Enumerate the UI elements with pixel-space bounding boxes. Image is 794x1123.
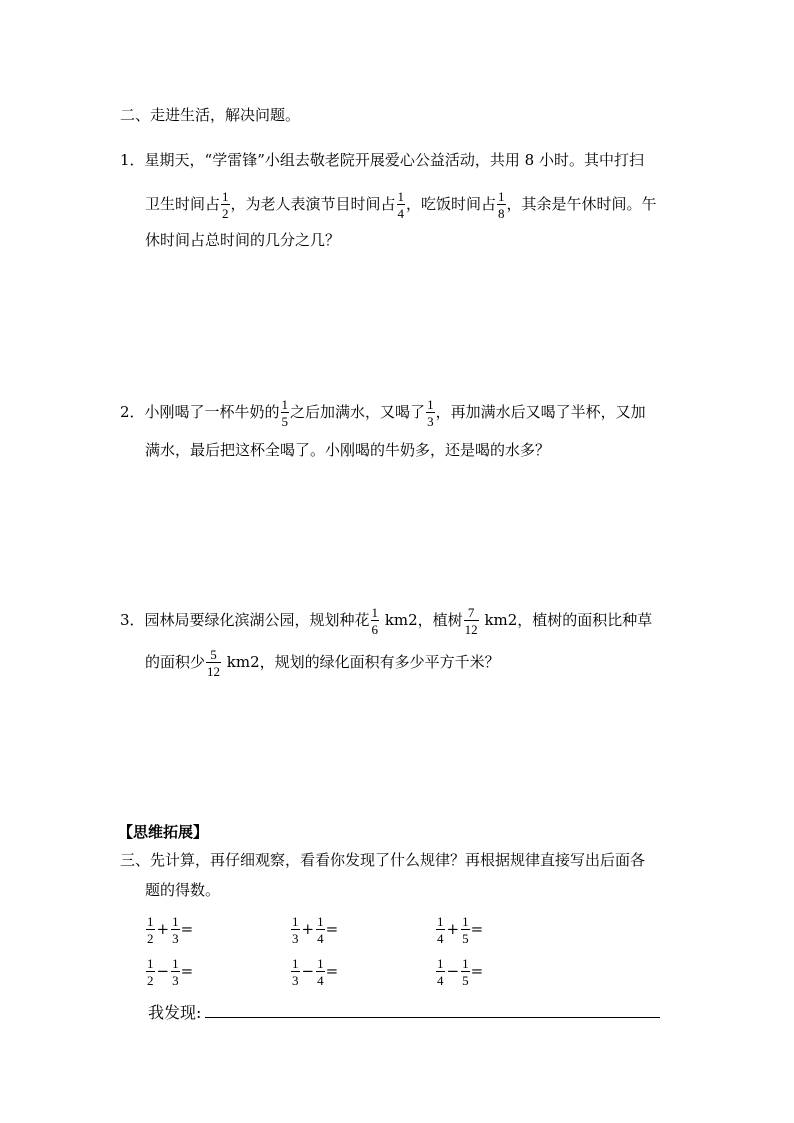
q3-unit-1: km2，植树	[380, 611, 463, 629]
fraction	[461, 957, 470, 987]
expression-add-1	[145, 915, 193, 945]
q1-text-b: ，为老人表演节目时间占	[230, 195, 396, 213]
expression-add-3	[435, 915, 483, 945]
denominator: 3	[292, 931, 299, 946]
fraction	[146, 915, 155, 945]
fraction	[171, 957, 180, 987]
denominator: 12	[464, 622, 478, 637]
denominator: 5	[462, 973, 469, 988]
plus-sign: +	[156, 920, 170, 938]
denominator: 6	[371, 622, 379, 637]
q3-line-1	[120, 606, 652, 636]
fraction	[316, 915, 325, 945]
numerator: 1	[147, 914, 154, 929]
q2-text-a: 2．小刚喝了一杯牛奶的	[120, 403, 280, 421]
q3-text-b: 的面积少	[145, 653, 206, 671]
equals-sign: =	[180, 920, 194, 938]
fraction	[146, 957, 155, 987]
q3-unit-2: km2，植树的面积比种草	[479, 611, 653, 629]
q2-text-c: ，再加满水后又喝了半杯，又加	[435, 403, 646, 421]
q2-line-2: 满水，最后把这杯全喝了。小刚喝的牛奶多，还是喝的水多？	[145, 441, 551, 459]
fraction	[221, 190, 230, 220]
q3-line-2	[145, 648, 500, 678]
q1-line-1: 1．星期天，“学雷锋”小组去敬老院开展爱心公益活动，共用 8 小时。其中打扫	[120, 151, 644, 169]
denominator: 4	[317, 931, 324, 946]
q1-text-a: 卫生时间占	[145, 195, 221, 213]
denominator: 3	[292, 973, 299, 988]
fraction	[206, 648, 221, 678]
numerator: 1	[147, 956, 154, 971]
plus-sign: +	[301, 920, 315, 938]
q1-text-d: ，其余是午休时间。午	[506, 195, 657, 213]
numerator: 7	[464, 606, 479, 621]
numerator: 1	[317, 914, 324, 929]
denominator: 5	[462, 931, 469, 946]
numerator: 1	[371, 605, 379, 620]
fraction	[291, 915, 300, 945]
fraction	[436, 957, 445, 987]
fraction	[464, 606, 479, 636]
section-2-heading: 二、走进生活，解决问题。	[120, 106, 301, 124]
numerator: 1	[292, 956, 299, 971]
minus-sign: −	[156, 962, 170, 980]
q1-line-3: 休时间占总时间的几分之几？	[145, 231, 341, 249]
minus-sign: −	[446, 962, 460, 980]
equals-sign: =	[325, 920, 339, 938]
numerator: 1	[462, 956, 469, 971]
section-3-line-2: 题的得数。	[145, 881, 221, 899]
numerator: 1	[437, 956, 444, 971]
denominator: 12	[207, 664, 221, 679]
denominator: 4	[317, 973, 324, 988]
numerator: 1	[437, 914, 444, 929]
numerator: 1	[172, 914, 179, 929]
denominator: 2	[147, 973, 154, 988]
equals-sign: =	[180, 962, 194, 980]
expression-subtract-2	[290, 957, 338, 987]
q1-line-2	[145, 190, 657, 220]
thinking-extension-title: 【思维拓展】	[118, 823, 209, 841]
denominator: 3	[172, 931, 179, 946]
q3-text-c: km2，规划的绿化面积有多少平方千米？	[222, 653, 500, 671]
denominator: 2	[147, 931, 154, 946]
numerator: 1	[427, 397, 434, 412]
equals-sign: =	[470, 920, 484, 938]
numerator: 5	[206, 648, 221, 663]
numerator: 1	[281, 397, 289, 412]
discovery-label: 我发现:	[148, 1003, 202, 1022]
numerator: 1	[498, 189, 505, 204]
fraction	[436, 915, 445, 945]
numerator: 1	[462, 914, 469, 929]
fraction	[291, 957, 300, 987]
denominator: 4	[437, 931, 444, 946]
expression-subtract-1	[145, 957, 193, 987]
numerator: 1	[397, 189, 405, 204]
q2-text-b: 之后加满水，又喝了	[290, 403, 426, 421]
denominator: 3	[172, 973, 179, 988]
fraction	[281, 398, 290, 428]
numerator: 1	[222, 189, 229, 204]
plus-sign: +	[446, 920, 460, 938]
numerator: 1	[292, 914, 299, 929]
section-3-line-1: 三、先计算，再仔细观察，看看你发现了什么规律？再根据规律直接写出后面各	[120, 851, 646, 869]
denominator: 4	[437, 973, 444, 988]
denominator: 3	[427, 414, 434, 429]
numerator: 1	[172, 956, 179, 971]
fraction	[171, 915, 180, 945]
equals-sign: =	[470, 962, 484, 980]
fraction	[397, 190, 406, 220]
fraction	[316, 957, 325, 987]
q2-line-1	[120, 398, 646, 428]
equals-sign: =	[325, 962, 339, 980]
discovery-answer-blank[interactable]	[205, 1003, 660, 1018]
minus-sign: −	[301, 962, 315, 980]
expression-subtract-3	[435, 957, 483, 987]
denominator: 4	[397, 206, 405, 221]
denominator: 2	[222, 206, 229, 221]
discovery-line	[148, 1003, 660, 1023]
denominator: 8	[498, 206, 505, 221]
numerator: 1	[317, 956, 324, 971]
fraction	[497, 190, 506, 220]
q3-text-a: 3．园林局要绿化滨湖公园，规划种花	[120, 611, 370, 629]
fraction	[461, 915, 470, 945]
fraction	[371, 606, 380, 636]
expression-add-2	[290, 915, 338, 945]
denominator: 5	[281, 414, 289, 429]
q1-text-c: ，吃饭时间占	[406, 195, 497, 213]
fraction	[426, 398, 435, 428]
